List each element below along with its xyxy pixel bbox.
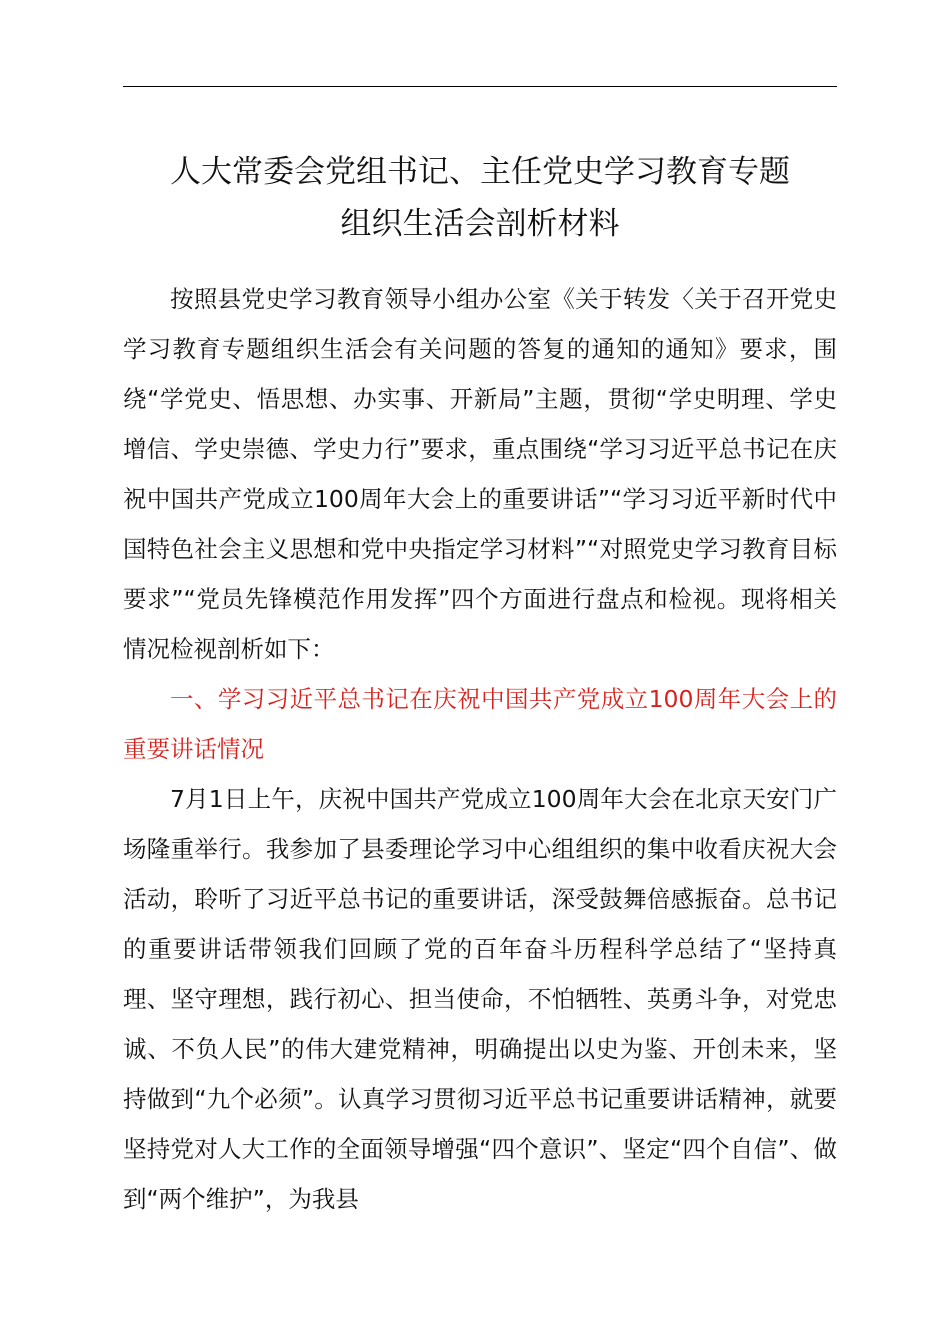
title-line-2: 组织生活会剖析材料 (340, 206, 620, 242)
document-title (100, 146, 860, 250)
document-body (123, 274, 837, 1224)
title-line-1: 人大常委会党组书记、主任党史学习教育专题 (170, 154, 790, 190)
section-1-heading: 一、学习习近平总书记在庆祝中国共产党成立100周年大会上的重要讲话情况 (123, 685, 837, 763)
intro-paragraph: 按照县党史学习教育领导小组办公室《关于转发〈关于召开党史学习教育专题组织生活会有关问题的答复的通知的通知》要求，围绕“学党史、悟思想、办实事、开新局”主题，贯彻“学史明理、学史增信、学史崇德、学史力行”要求，重点围绕“学习习近平总书记在庆祝中国共产党成立100周年大会上的重要讲话”“学习习近平新时代中国特色社会主义思想和党中央指定学习材料”“对照党史学习教育目标要求”“党员先锋模范作用发挥”四个方面进行盘点和检视。现将相关情况检视剖析如下： (123, 285, 837, 663)
header-rule (123, 86, 837, 87)
section-1-paragraph: 7月1日上午，庆祝中国共产党成立100周年大会在北京天安门广场隆重举行。我参加了县委理论学习中心组组织的集中收看庆祝大会活动，聆听了习近平总书记的重要讲话，深受鼓舞倍感振奋。总书记的重要讲话带领我们回顾了党的百年奋斗历程科学总结了“坚持真理、坚守理想，践行初心、担当使命，不怕牺牲、英勇斗争，对党忠诚、不负人民”的伟大建党精神，明确提出以史为鉴、开创未来，坚持做到“九个必须”。认真学习贯彻习近平总书记重要讲话精神，就要坚持党对人大工作的全面领导增强“四个意识”、坚定“四个自信”、做到“两个维护”，为我县 (123, 785, 837, 1213)
